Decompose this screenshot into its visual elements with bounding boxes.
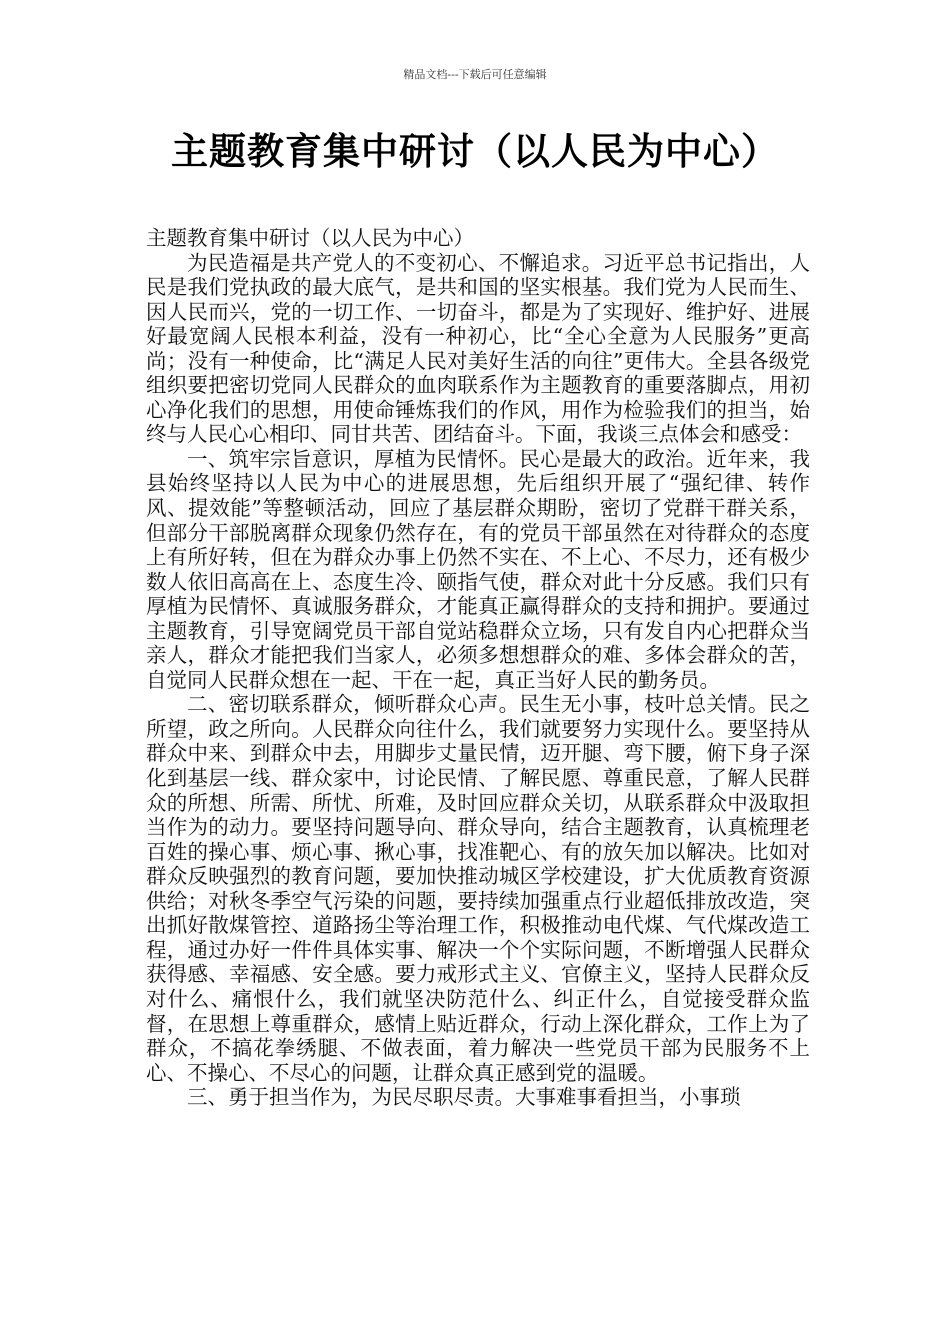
paragraph-section-3: 三、勇于担当作为，为民尽职尽责。大事难事看担当，小事琐 (187, 1085, 741, 1110)
document-title: 主题教育集中研讨（以人民为中心） (171, 130, 779, 173)
document-subtitle: 主题教育集中研讨（以人民为中心） (146, 226, 474, 250)
paragraph-section-1: 一、筑牢宗旨意识，厚植为民情怀。民心是最大的政治。近年来，我县始终坚持以人民为中心的进展思想，先后组织开展了“强纪律、转作风、提效能”等整顿活动，回应了基层群众期盼，密切了党群干群关系，但部分干部脱离群众现象仍然存在，有的党员干部虽然在对待群众的态度上有所好转，但在为群众办事上仍然不实在、不上心、不尽力，还有极少数人依旧高高在上、态度生冷、颐指气使，群众对此十分反感。我们只有厚植为民情怀、真诚服务群众，才能真正赢得群众的支持和拥护。要通过主题教育，引导宽阔党员干部自觉站稳群众立场，只有发自内心把群众当亲人，群众才能把我们当家人，必须多想想群众的难、多体会群众的苦，自觉同人民群众想在一起、干在一起，真正当好人民的勤务员。 (146, 446, 810, 692)
document-body (146, 226, 810, 1110)
page-header: 精品文档---下载后可任意编辑 (403, 68, 547, 81)
paragraph-section-2: 二、密切联系群众，倾听群众心声。民生无小事，枝叶总关情。民之所望，政之所向。人民群众向往什么，我们就要努力实现什么。要坚持从群众中来、到群众中去，用脚步丈量民情，迈开腿、弯下腰，俯下身子深化到基层一线、群众家中，讨论民情、了解民愿、尊重民意，了解人民群众的所想、所需、所忧、所难，及时回应群众关切，从联系群众中汲取担当作为的动力。要坚持问题导向、群众导向，结合主题教育，认真梳理老百姓的操心事、烦心事、揪心事，找准靶心、有的放矢加以解决。比如对群众反映强烈的教育问题，要加快推动城区学校建设，扩大优质教育资源供给；对秋冬季空气污染的问题，要持续加强重点行业超低排放改造，突出抓好散煤管控、道路扬尘等治理工作，积极推动电代煤、气代煤改造工程，通过办好一件件具体实事、解决一个个实际问题，不断增强人民群众获得感、幸福感、安全感。要力戒形式主义、官僚主义，坚持人民群众反对什么、痛恨什么，我们就坚决防范什么、纠正什么，自觉接受群众监督，在思想上尊重群众，感情上贴近群众，行动上深化群众，工作上为了群众，不搞花拳绣腿、不做表面，着力解决一些党员干部为民服务不上心、不操心、不尽心的问题，让群众真正感到党的温暖。 (146, 692, 810, 1085)
paragraph-intro: 为民造福是共产党人的不变初心、不懈追求。习近平总书记指出，人民是我们党执政的最大底气，是共和国的坚实根基。我们党为人民而生、因人民而兴，党的一切工作、一切奋斗，都是为了实现好、维护好、进展好最宽阔人民根本利益，没有一种初心，比“全心全意为人民服务”更高尚；没有一种使命，比“满足人民对美好生活的向往”更伟大。全县各级党组织要把密切党同人民群众的血肉联系作为主题教育的重要落脚点，用初心净化我们的思想，用使命锤炼我们的作风，用作为检验我们的担当，始终与人民心心相印、同甘共苦、团结奋斗。下面，我谈三点体会和感受： (146, 250, 810, 447)
